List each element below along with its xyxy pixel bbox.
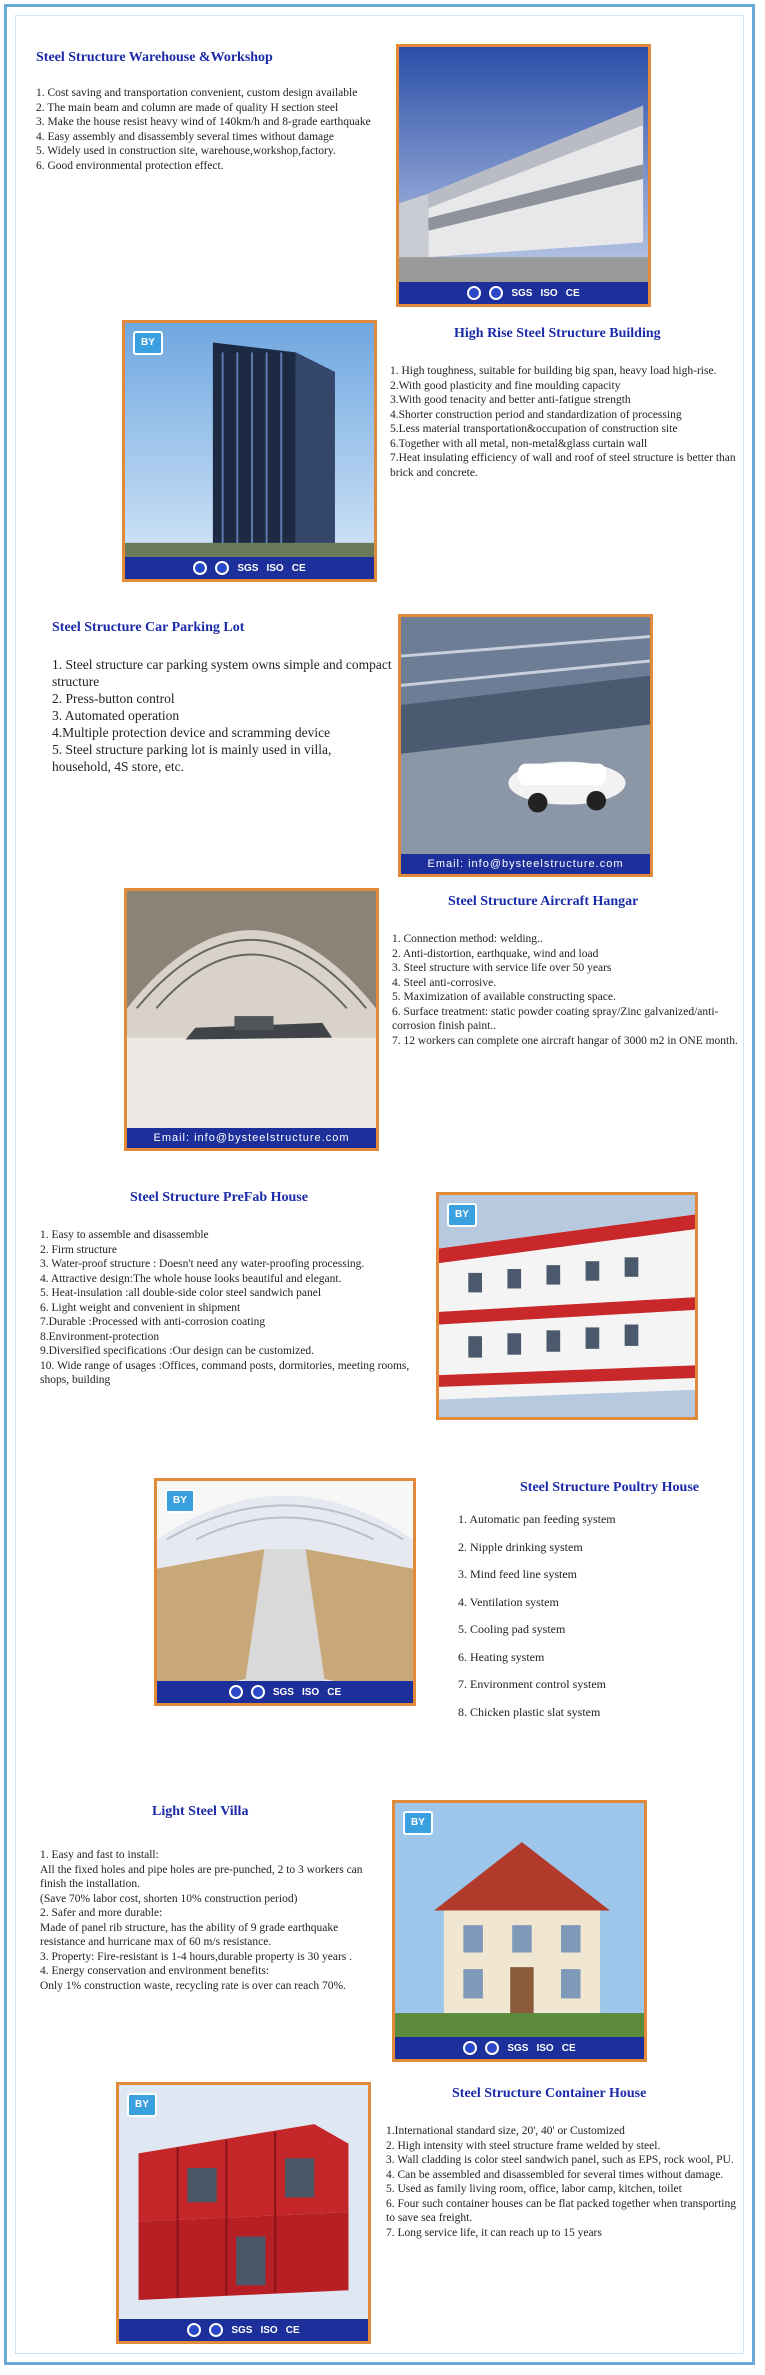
certification-bar [157,1681,413,1703]
sgs-logo: SGS [507,2042,529,2054]
list-item: 7.Durable :Processed with anti-corrosion coating [40,1316,266,1328]
list-item: 6. Surface treatment: static powder coating spray/Zinc galvanized/anti-corrosion finish paint.. [392,1005,719,1032]
sgs-logo: SGS [511,287,533,299]
cert-icon [485,2041,499,2055]
cert-icon [467,286,481,300]
sgs-logo: SGS [237,562,259,574]
list-item: 6. Heating system [458,1649,545,1664]
list-item: 3. Mind feed line system [458,1567,577,1581]
list-item: 2. Anti-distortion, earthquake, wind and load [392,947,599,960]
list-item: 4. Can be assembled and disassembled for several times without damage. [386,2168,724,2181]
ce-logo: CE [327,1686,342,1698]
list-item: 7. 12 workers can complete one aircraft hangar of 3000 m2 in ONE month. [392,1034,738,1047]
cert-icon [229,1685,243,1699]
iso-logo: ISO [540,287,558,299]
list-item: 6. Good environmental protection effect. [36,159,224,172]
section-title-prefab: Steel Structure PreFab House [130,1190,308,1205]
section-title-warehouse: Steel Structure Warehouse &Workshop [36,50,273,65]
sgs-logo: SGS [231,2324,253,2336]
list-container [386,2124,746,2240]
hangar-illustration [127,891,376,1148]
list-villa [40,1848,385,1993]
section-title-highrise: High Rise Steel Structure Building [454,326,661,341]
list-item: 1. High toughness, suitable for building big span, heavy load high-rise. [390,365,717,377]
email-bar: Email: info@bysteelstructure.com [127,1128,376,1148]
list-item: 1. Connection method: welding.. [392,933,543,945]
list-item: 2.With good plasticity and fine moulding capacity [390,379,621,392]
list-item: 3. Wall cladding is color steel sandwich panel, such as EPS, rock wool, PU. [386,2154,734,2166]
list-item: Made of panel rib structure, has the ability of 9 grade earthquake resistance and hurricane max of 60 m/s resistance. [40,1921,339,1948]
list-item: 3. Automated operation [52,708,180,723]
highrise-illustration [125,323,374,579]
cert-icon [489,286,503,300]
section-title-parking: Steel Structure Car Parking Lot [52,620,245,635]
list-item: 2. High intensity with steel structure frame welded by steel. [386,2139,661,2152]
section-title-hangar: Steel Structure Aircraft Hangar [448,894,639,909]
poultry-illustration [157,1481,413,1703]
list-item: 1. Automatic pan feeding system [458,1512,616,1526]
cert-icon [193,561,207,575]
list-item: 1. Easy and fast to install: [40,1849,159,1861]
iso-logo: ISO [536,2042,554,2054]
list-warehouse [36,86,376,173]
list-item: 9.Diversified specifications :Our design can be customized. [40,1345,315,1357]
iso-logo: ISO [301,1686,320,1698]
list-item: 5. Maximization of available constructing space. [392,991,616,1003]
list-item: 1.International standard size, 20', 40' or Customized [386,2125,625,2137]
list-prefab [40,1228,420,1388]
certification-bar [399,282,648,304]
list-item: Only 1% construction waste, recycling rate is over can reach 70%. [40,1979,346,1992]
iso-logo: ISO [260,2324,278,2336]
certification-bar [119,2319,368,2341]
list-item: 1. Steel structure car parking system owns simple and compact structure [52,657,392,689]
parking-photo [398,614,653,877]
list-hangar [392,932,747,1048]
list-item: 2. Firm structure [40,1243,117,1256]
list-item: 4.Shorter construction period and standardization of processing [390,408,682,421]
list-item: 2. Nipple drinking system [458,1539,583,1554]
villa-photo [392,1800,647,2062]
list-item: 3. Property: Fire-resistant is 1-4 hours,durable property is 30 years . [40,1950,353,1963]
list-item: 6. Light weight and convenient in shipment [40,1301,241,1314]
list-poultry [458,1512,738,1732]
company-logo: BY [133,331,163,355]
list-item: 6.Together with all metal, non-metal&glass curtain wall [390,437,648,450]
sgs-logo: SGS [272,1686,294,1698]
poultry-photo [154,1478,416,1706]
container-photo [116,2082,371,2344]
ce-logo: CE [565,287,580,299]
section-title-container: Steel Structure Container House [452,2086,647,2101]
list-parking [52,656,392,775]
list-item: 7. Environment control system [458,1677,606,1691]
list-item: 4. Energy conservation and environment benefits: [40,1965,270,1977]
list-item: 1. Cost saving and transportation convenient, custom design available [36,87,358,99]
company-logo: BY [165,1489,195,1513]
list-item: 8.Environment-protection [40,1330,160,1343]
warehouse-photo [396,44,651,307]
certification-bar [395,2037,644,2059]
villa-illustration [395,1803,644,2059]
cert-icon [251,1685,265,1699]
ce-logo: CE [561,2042,576,2054]
list-item: 5.Less material transportation&occupation of construction site [390,423,678,435]
list-item: 10. Wide range of usages :Offices, command posts, dormitories, meeting rooms, shops, building [40,1359,410,1386]
list-item: 4. Easy assembly and disassembly several times without damage [36,130,334,143]
list-item: 8. Chicken plastic slat system [458,1704,601,1719]
list-item: 3. Steel structure with service life over 50 years [392,962,612,974]
cert-icon [209,2323,223,2337]
prefab-photo [436,1192,698,1420]
section-title-villa: Light Steel Villa [152,1804,249,1819]
certification-bar [125,557,374,579]
list-item: 5. Widely used in construction site, warehouse,workshop,factory. [36,145,336,157]
list-item: 2. The main beam and column are made of quality H section steel [36,101,339,114]
cert-icon [187,2323,201,2337]
list-item: 5. Heat-insulation :all double-side color steel sandwich panel [40,1287,322,1299]
list-item: 2. Press-button control [52,691,175,706]
warehouse-illustration [399,47,648,304]
list-item: 6. Four such container houses can be flat packed together when transporting to save sea freight. [386,2197,737,2224]
iso-logo: ISO [266,562,284,574]
list-item: All the fixed holes and pipe holes are pre-punched, 2 to 3 workers can finish the installation. [40,1863,363,1890]
company-logo: BY [447,1203,477,1227]
container-illustration [119,2085,368,2341]
cert-icon [215,561,229,575]
company-logo: BY [403,1811,433,1835]
ce-logo: CE [285,2324,300,2336]
list-item: 4. Steel anti-corrosive. [392,976,497,989]
list-item: 3. Water-proof structure : Doesn't need any water-proofing processing. [40,1258,365,1270]
list-item: 5. Used as family living room, office, labor camp, kitchen, toilet [386,2183,682,2195]
hangar-photo [124,888,379,1151]
prefab-illustration [439,1195,695,1417]
list-item: 1. Easy to assemble and disassemble [40,1229,209,1241]
list-item: 4.Multiple protection device and scramming device [52,725,331,740]
list-item: 4. Ventilation system [458,1594,559,1609]
highrise-photo [122,320,377,582]
list-item: 3.With good tenacity and better anti-fatigue strength [390,394,631,406]
list-item: 4. Attractive design:The whole house looks beautiful and elegant. [40,1272,342,1285]
list-item: (Save 70% labor cost, shorten 10% construction period) [40,1892,298,1905]
ce-logo: CE [291,562,306,574]
cert-icon [463,2041,477,2055]
list-item: 3. Make the house resist heavy wind of 140km/h and 8-grade earthquake [36,116,371,128]
section-title-poultry: Steel Structure Poultry House [520,1480,699,1495]
list-highrise [390,364,745,480]
list-item: 5. Steel structure parking lot is mainly used in villa, household, 4S store, etc. [52,742,332,774]
list-item: 7.Heat insulating efficiency of wall and roof of steel structure is better than brick and concrete. [390,452,736,479]
list-item: 7. Long service life, it can reach up to 15 years [386,2226,602,2239]
company-logo: BY [127,2093,157,2117]
list-item: 2. Safer and more durable: [40,1907,163,1919]
email-bar: Email: info@bysteelstructure.com [401,854,650,874]
list-item: 5. Cooling pad system [458,1622,566,1636]
parking-illustration [401,617,650,874]
